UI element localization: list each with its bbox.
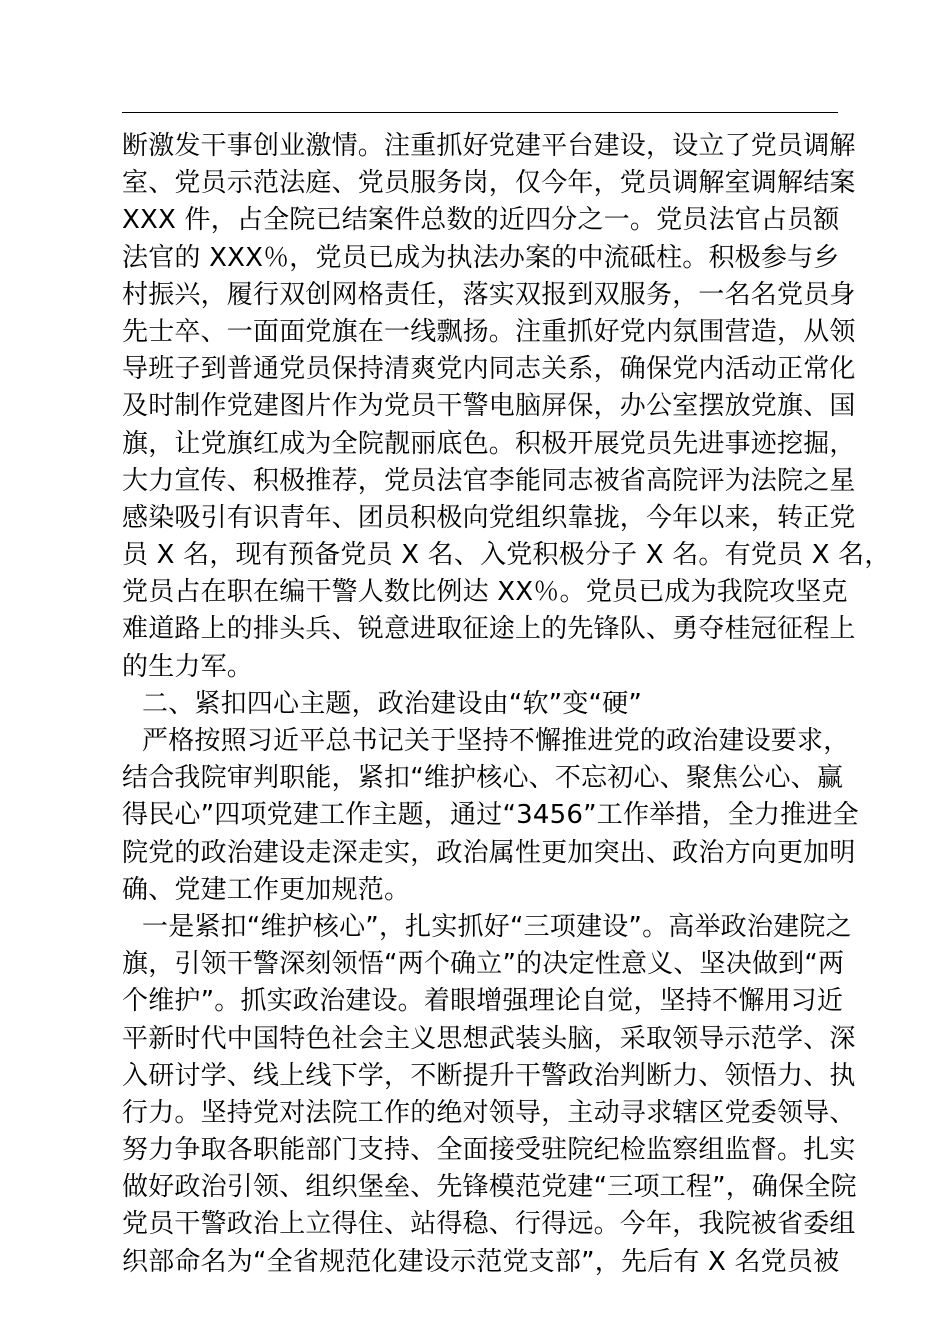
text-line: 严格按照习近平总书记关于坚持不懈推进党的政治建设要求， [142, 726, 850, 756]
text-line: 先士卒、一面面党旗在一线飘扬。注重抓好党内氛围营造，从领 [122, 316, 856, 347]
text-line: 做好政治引领、组织堡垒、先锋模范党建“三项工程”，确保全院 [122, 1172, 857, 1203]
text-line: 旗，引领干警深刻领悟“两个确立”的决定性意义、坚决做到“两 [122, 949, 845, 980]
text-line: 室、党员示范法庭、党员服务岗，仅今年，党员调解室调解结案 [122, 168, 856, 199]
text-line: 旗，让党旗红成为全院靓丽底色。积极开展党员先进事迹挖掘， [122, 428, 856, 459]
text-line: 感染吸引有识青年、团员积极向党组织靠拢，今年以来，转正党 [122, 502, 856, 533]
text-line: 及时制作党建图片作为党员干警电脑屏保，办公室摆放党旗、国 [122, 391, 856, 422]
text-line: 得民心”四项党建工作主题，通过“3456”工作举措，全力推进全 [122, 800, 859, 831]
text-line: 党员占在职在编干警人数比例达 XX％。党员已成为我院攻坚克 [122, 577, 848, 608]
text-line: 村振兴，履行双创网格责任，落实双报到双服务，一名名党员身 [122, 279, 856, 310]
text-line: 党员干警政治上立得住、站得稳、行得远。今年，我院被省委组 [122, 1209, 856, 1240]
text-line: 难道路上的排头兵、锐意进取征途上的先锋队、勇夺桂冠征程上 [122, 614, 856, 645]
text-line: 确、党建工作更加规范。 [122, 874, 411, 905]
text-line: 行力。坚持党对法院工作的绝对领导，主动寻求辖区党委领导、 [122, 1097, 856, 1128]
text-line: 结合我院审判职能，紧扣“维护核心、不忘初心、聚焦公心、赢 [122, 763, 844, 794]
text-line: 努力争取各职能部门支持、全面接受驻院纪检监察组监督。扎实 [122, 1135, 856, 1166]
text-line: 大力宣传、积极推荐，党员法官李能同志被省高院评为法院之星 [122, 465, 856, 496]
text-line: 导班子到普通党员保持清爽党内同志关系，确保党内活动正常化 [122, 354, 856, 385]
document-body [122, 128, 891, 1281]
text-line: 个维护”。抓实政治建设。着眼增强理论自觉，坚持不懈用习近 [122, 986, 844, 1017]
text-line: 院党的政治建设走深走实，政治属性更加突出、政治方向更加明 [122, 837, 856, 868]
text-line: 平新时代中国特色社会主义思想武装头脑，采取领导示范学、深 [122, 1023, 856, 1054]
text-line: 的生力军。 [122, 651, 254, 682]
text-line: 二、紧扣四心主题，政治建设由“软”变“硬” [142, 688, 643, 719]
text-line: 断激发干事创业激情。注重抓好党建平台建设，设立了党员调解 [122, 131, 856, 161]
text-line: XXX 件，占全院已结案件总数的近四分之一。党员法官占员额 [122, 205, 840, 236]
text-line: 一是紧扣“维护核心”，扎实抓好“三项建设”。高举政治建院之 [142, 911, 852, 942]
header-rule [122, 112, 838, 113]
text-line: 织部命名为“全省规范化建设示范党支部”，先后有 X 名党员被 [122, 1246, 840, 1277]
text-line: 员 X 名，现有预备党员 X 名、入党积极分子 X 名。有党员 X 名， [122, 540, 891, 571]
text-line: 法官的 XXX％，党员已成为执法办案的中流砥柱。积极参与乡 [122, 242, 840, 273]
text-line: 入研讨学、线上线下学，不断提升干警政治判断力、领悟力、执 [122, 1060, 856, 1091]
